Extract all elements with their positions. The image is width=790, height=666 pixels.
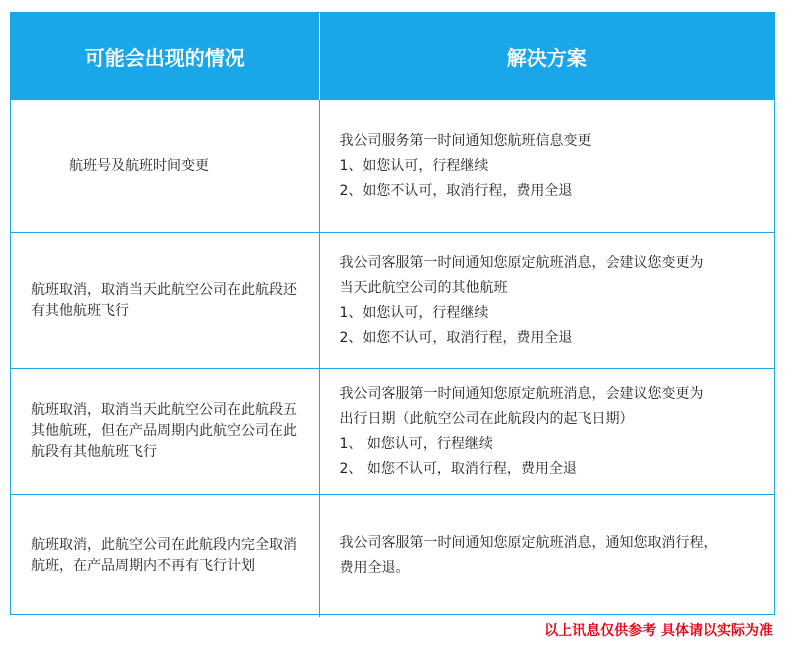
solution-line: 出行日期（此航空公司在此航段内的起飞日期） (339, 410, 634, 427)
situation-cell: 航班取消，取消当天此航空公司在此航段还有其他航班飞行 (11, 233, 319, 369)
solution-line: 我公司客服第一时间通知您原定航班消息，会建议您变更为 (339, 254, 704, 271)
solution-line: 1、如您认可，行程继续 (339, 157, 489, 174)
flight-change-table (10, 12, 775, 615)
table-row (11, 495, 774, 618)
solution-line: 我公司客服第一时间通知您原定航班消息，会建议您变更为 (339, 385, 704, 402)
situation-cell: 航班取消，取消当天此航空公司在此航段五其他航班，但在产品周期内此航空公司在此航段有其他航班飞行 (11, 369, 319, 495)
situation-cell: 航班取消，此航空公司在此航段内完全取消航班，在产品周期内不再有飞行计划 (11, 495, 319, 618)
table-row (11, 233, 774, 369)
solution-line: 2、 如您不认可，取消行程，费用全退 (339, 460, 577, 477)
disclaimer-note: 以上讯息仅供参考 具体请以实际为准 (544, 623, 773, 639)
solution-line: 2、如您不认可，取消行程，费用全退 (339, 329, 573, 346)
solution-cell (319, 495, 774, 618)
solution-line: 我公司服务第一时间通知您航班信息变更 (339, 132, 592, 149)
solution-line: 费用全退。 (339, 560, 410, 576)
situation-cell: 航班号及航班时间变更 (11, 100, 319, 233)
solution-line: 1、 如您认可，行程继续 (339, 435, 493, 452)
solution-line: 当天此航空公司的其他航班 (339, 279, 508, 296)
table-header (11, 13, 774, 100)
solution-line: 1、如您认可，行程继续 (339, 304, 489, 321)
table-row (11, 369, 774, 495)
policy-table (11, 13, 774, 617)
solution-cell (319, 233, 774, 369)
solution-cell (319, 369, 774, 495)
solution-line: 2、如您不认可，取消行程，费用全退 (339, 182, 573, 199)
table-row (11, 100, 774, 233)
solution-line: 我公司客服第一时间通知您原定航班消息，通知您取消行程， (339, 535, 718, 551)
table-body (11, 100, 774, 618)
header-solution: 解决方案 (319, 13, 774, 100)
solution-cell (319, 100, 774, 233)
header-situation: 可能会出现的情况 (11, 13, 319, 100)
